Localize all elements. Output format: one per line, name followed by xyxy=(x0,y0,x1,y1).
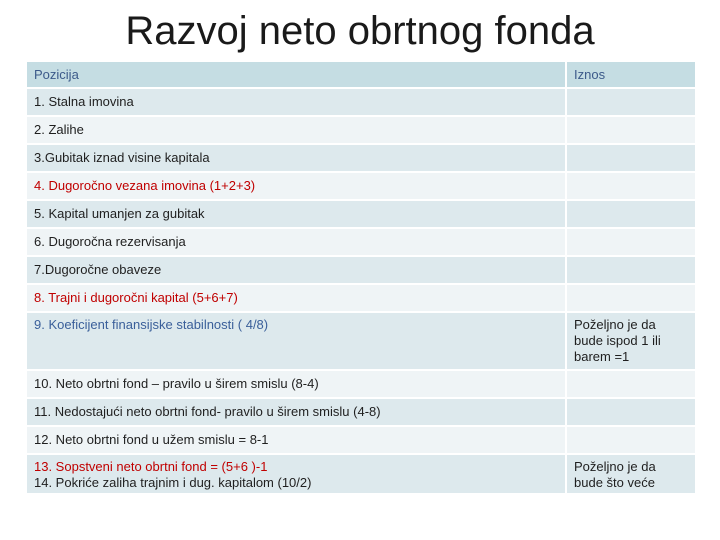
row-label-secondary: 14. Pokriće zaliha trajnim i dug. kapitalom (10/2) xyxy=(34,475,312,490)
table-row xyxy=(26,454,696,494)
row-label: 6. Dugoročna rezervisanja xyxy=(26,228,566,256)
row-label: 9. Koeficijent finansijske stabilnosti ( 4/8) xyxy=(26,312,566,370)
table-row xyxy=(26,370,696,398)
table-row xyxy=(26,200,696,228)
row-value xyxy=(566,284,696,312)
table-row xyxy=(26,88,696,116)
row-value xyxy=(566,256,696,284)
row-label: 12. Neto obrtni fond u užem smislu = 8-1 xyxy=(26,426,566,454)
table-row xyxy=(26,426,696,454)
row-value xyxy=(566,116,696,144)
row-label: 5. Kapital umanjen za gubitak xyxy=(26,200,566,228)
row-value xyxy=(566,370,696,398)
row-label: 7.Dugoročne obaveze xyxy=(26,256,566,284)
page-title: Razvoj neto obrtnog fonda xyxy=(125,9,595,53)
row-value xyxy=(566,398,696,426)
row-label: 8. Trajni i dugoročni kapital (5+6+7) xyxy=(26,284,566,312)
row-label-cell xyxy=(26,454,566,494)
row-label: 10. Neto obrtni fond – pravilo u širem smislu (8-4) xyxy=(26,370,566,398)
table-row xyxy=(26,172,696,200)
row-label: 13. Sopstveni neto obrtni fond = (5+6 )-1 xyxy=(34,459,268,474)
table-header-row xyxy=(26,61,696,88)
row-label: 3.Gubitak iznad visine kapitala xyxy=(26,144,566,172)
row-value: Poželjno je da bude što veće xyxy=(566,454,696,494)
row-value xyxy=(566,200,696,228)
header-pozicija: Pozicija xyxy=(26,61,566,88)
row-label: 4. Dugoročno vezana imovina (1+2+3) xyxy=(26,172,566,200)
table-row xyxy=(26,256,696,284)
row-value xyxy=(566,228,696,256)
table-row xyxy=(26,284,696,312)
table-row xyxy=(26,398,696,426)
row-label: 1. Stalna imovina xyxy=(26,88,566,116)
header-iznos: Iznos xyxy=(566,61,696,88)
table-row xyxy=(26,312,696,370)
row-label: 11. Nedostajući neto obrtni fond- pravilo u širem smislu (4-8) xyxy=(26,398,566,426)
table-row xyxy=(26,228,696,256)
table-row xyxy=(26,144,696,172)
row-value: Poželjno je da bude ispod 1 ili barem =1 xyxy=(566,312,696,370)
fund-table xyxy=(25,60,697,495)
row-value xyxy=(566,172,696,200)
row-value xyxy=(566,144,696,172)
row-value xyxy=(566,88,696,116)
row-label: 2. Zalihe xyxy=(26,116,566,144)
table-row xyxy=(26,116,696,144)
row-value xyxy=(566,426,696,454)
